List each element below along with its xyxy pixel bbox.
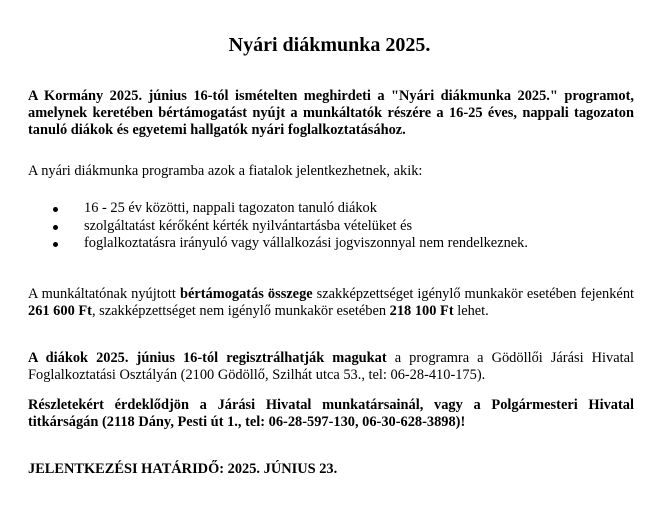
list-item: foglalkoztatásra irányuló vagy vállalkozási jogviszonnyal nem rendelkeznek.: [28, 235, 634, 253]
support-text: A munkáltatónak nyújtott: [28, 286, 180, 302]
eligibility-lead: A nyári diákmunka programba azok a fiatalok jelentkezhetnek, akik:: [28, 163, 423, 179]
application-deadline: JELENTKEZÉSI HATÁRIDŐ: 2025. JÚNIUS 23.: [28, 461, 338, 477]
list-item: szolgáltatást kérőként kérték nyilvántartásba vételüket és: [28, 218, 634, 236]
intro-paragraph: A Kormány 2025. június 16-tól ismételten meghirdeti a "Nyári diákmunka 2025." programot, amelynek keretében bértámogatást nyújt a munkáltatók részére a 16-25 éves, nappali tagozaton tanuló diákok és egyetemi hallgatók nyári foglalkoztatásához.: [28, 88, 634, 138]
page-title: Nyári diákmunka 2025.: [228, 34, 431, 56]
contact-paragraph: Részletekért érdeklődjön a Járási Hivatal munkatársainál, vagy a Polgármesteri Hivatal titkárságán (2118 Dány, Pesti út 1., tel: 06-28-597-130, 06-30-628-3898)!: [28, 397, 634, 430]
skilled-amount: 261 600 Ft: [28, 303, 92, 319]
support-paragraph: [28, 286, 634, 320]
support-text: , szakképzettséget nem igénylő munkakör esetében: [91, 303, 390, 319]
registration-paragraph: [28, 350, 634, 384]
support-text: szakképzettséget igénylő munkakör esetében fejenként: [312, 286, 635, 302]
registration-text: a programra a Gödöllői Járási Hivatal Foglalkoztatási Osztályán (2100 Gödöllő, Szilhát utca 53., tel: 06-28-410-175).: [28, 350, 634, 383]
unskilled-amount: 218 100 Ft: [389, 303, 454, 319]
list-item: 16 - 25 év közötti, nappali tagozaton tanuló diákok: [28, 200, 634, 218]
registration-date: A diákok 2025. június 16-tól regisztrálhatják magukat: [28, 350, 387, 366]
support-amount-label: bértámogatás összege: [179, 286, 313, 302]
support-text: lehet.: [453, 303, 489, 319]
eligibility-list: [28, 200, 634, 253]
